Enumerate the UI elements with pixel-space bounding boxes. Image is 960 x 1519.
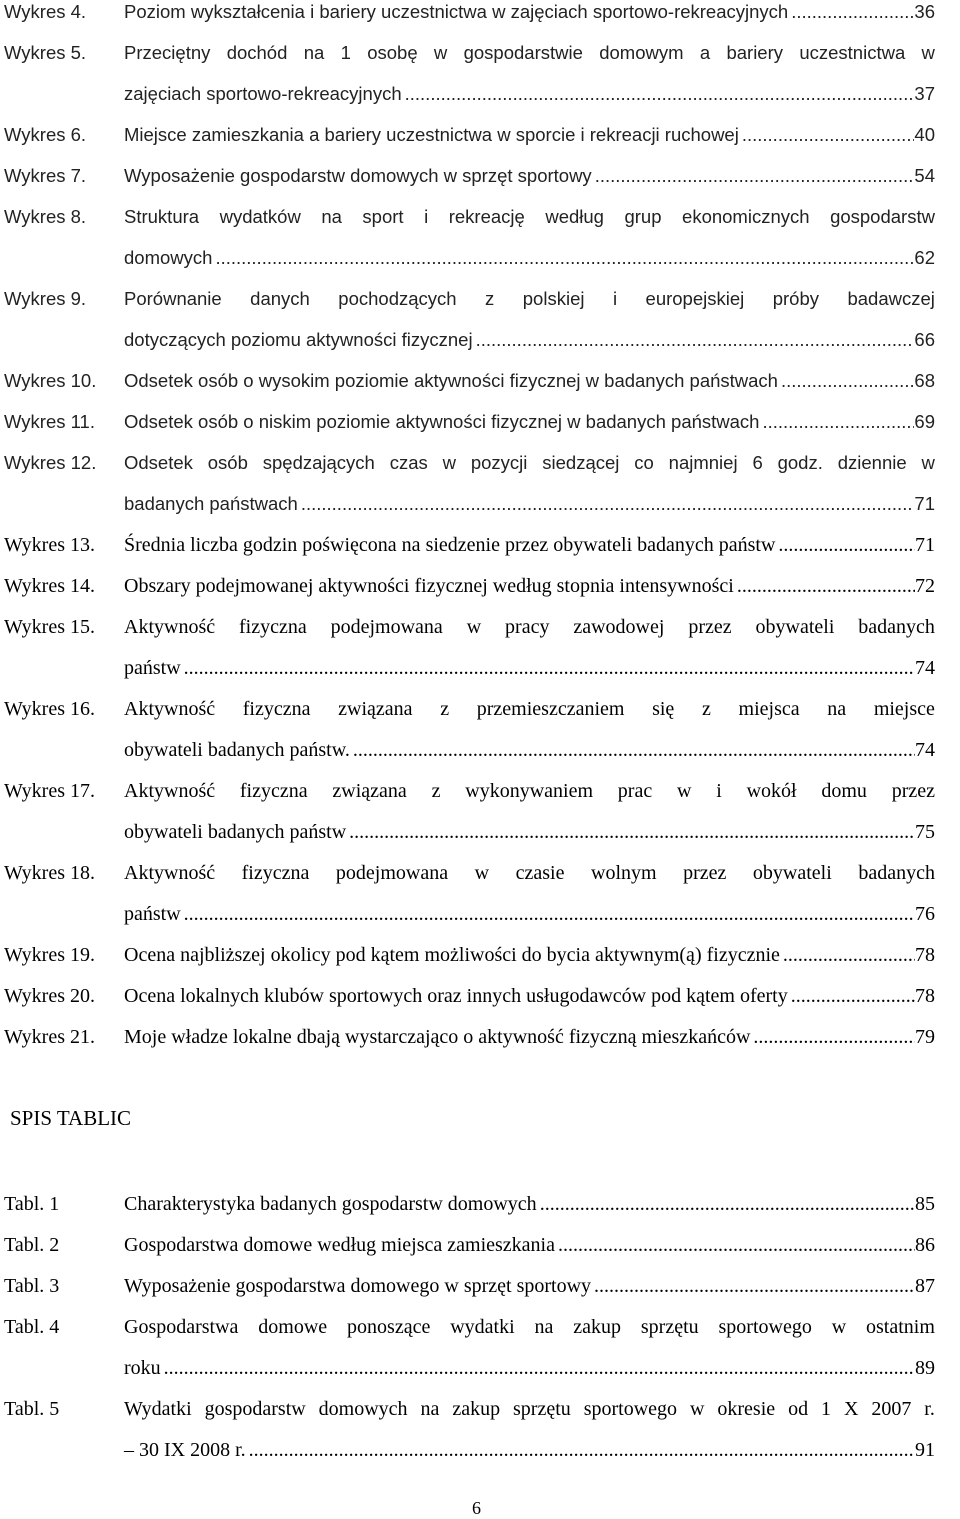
- leader-dots: [476, 328, 915, 352]
- entry-title-line: Aktywność fizyczna związana z wykonywaniem prac w i wokół domu przez: [124, 780, 935, 802]
- entry-title-line: [124, 1025, 935, 1049]
- page-reference: 89: [915, 1357, 935, 1379]
- entry-title-line: [124, 0, 935, 24]
- entry-title-line: Struktura wydatków na sport i rekreację według grup ekonomicznych gospodarstw: [124, 206, 935, 227]
- entry-title-line: [124, 123, 935, 147]
- entry-title-line: [124, 1233, 935, 1257]
- entry-title: państw: [124, 903, 181, 925]
- page-reference: 40: [914, 124, 935, 145]
- entry-title: państw: [124, 657, 181, 679]
- entry-number: Wykres 8.: [4, 206, 87, 227]
- page-reference: 54: [914, 165, 935, 186]
- page-reference: 69: [914, 411, 935, 432]
- entry-title-line: [124, 1438, 935, 1462]
- entry-number: Wykres 15.: [4, 616, 95, 638]
- entry-number: Wykres 14.: [4, 575, 95, 597]
- entry-title: obywateli badanych państw: [124, 821, 347, 843]
- leader-dots: [215, 246, 914, 270]
- leader-dots: [540, 1192, 915, 1216]
- entry-title-line: [124, 410, 935, 434]
- entry-number: Wykres 7.: [4, 165, 87, 186]
- entry-number: Wykres 13.: [4, 534, 95, 556]
- page-reference: 62: [914, 247, 935, 268]
- entry-title-line: [124, 1274, 935, 1298]
- leader-dots: [737, 574, 915, 598]
- entry-number: Wykres 4.: [4, 1, 87, 22]
- entry-title-line: [124, 738, 935, 762]
- entry-number: Wykres 17.: [4, 780, 95, 802]
- entry-title: Charakterystyka badanych gospodarstw domowych: [124, 1193, 537, 1215]
- entry-title-line: [124, 1356, 935, 1380]
- entry-number: Wykres 10.: [4, 370, 97, 391]
- entry-title-line: [124, 369, 935, 393]
- entry-title-line: [124, 820, 935, 844]
- entry-title-line: [124, 328, 935, 352]
- leader-dots: [164, 1356, 915, 1380]
- entry-number: Tabl. 5: [4, 1398, 60, 1420]
- leader-dots: [349, 820, 915, 844]
- entry-number: Wykres 12.: [4, 452, 97, 473]
- leader-dots: [781, 369, 914, 393]
- entry-title: roku: [124, 1357, 161, 1379]
- entry-title-line: Przeciętny dochód na 1 osobę w gospodarstwie domowym a bariery uczestnictwa w: [124, 42, 935, 63]
- entry-number: Wykres 9.: [4, 288, 87, 309]
- entry-title-line: [124, 1192, 935, 1216]
- page-reference: 91: [915, 1439, 935, 1461]
- entry-number: Wykres 21.: [4, 1026, 95, 1048]
- leader-dots: [778, 533, 915, 557]
- page-reference: 75: [915, 821, 935, 843]
- entry-title-line: [124, 492, 935, 516]
- entry-number: Tabl. 4: [4, 1316, 60, 1338]
- entry-title-line: [124, 574, 935, 598]
- entry-title-line: Aktywność fizyczna podejmowana w czasie wolnym przez obywateli badanych: [124, 862, 935, 884]
- leader-dots: [301, 492, 915, 516]
- entry-title-line: Aktywność fizyczna podejmowana w pracy zawodowej przez obywateli badanych: [124, 616, 935, 638]
- page-reference: 74: [915, 739, 935, 761]
- entry-title: Ocena najbliższej okolicy pod kątem możliwości do bycia aktywnym(ą) fizycznie: [124, 944, 780, 966]
- entry-title: dotyczących poziomu aktywności fizycznej: [124, 329, 473, 350]
- entry-title: Wyposażenie gospodarstw domowych w sprzęt sportowy: [124, 165, 592, 186]
- entry-title-line: Wydatki gospodarstw domowych na zakup sprzętu sportowego w okresie od 1 X 2007 r.: [124, 1398, 935, 1420]
- entry-title: zajęciach sportowo-rekreacyjnych: [124, 83, 402, 104]
- entry-title: obywateli badanych państw.: [124, 739, 350, 761]
- entry-title-line: [124, 533, 935, 557]
- entry-number: Tabl. 1: [4, 1193, 60, 1215]
- entry-title: Moje władze lokalne dbają wystarczająco o aktywność fizyczną mieszkańców: [124, 1026, 751, 1048]
- entry-number: Wykres 16.: [4, 698, 95, 720]
- leader-dots: [753, 1025, 915, 1049]
- entry-title-line: [124, 902, 935, 926]
- page-reference: 72: [915, 575, 935, 597]
- leader-dots: [791, 984, 915, 1008]
- page-reference: 71: [915, 534, 935, 556]
- entry-title-line: Aktywność fizyczna związana z przemieszczaniem się z miejsca na miejsce: [124, 698, 935, 720]
- entry-number: Tabl. 2: [4, 1234, 60, 1256]
- leader-dots: [783, 943, 915, 967]
- page-reference: 36: [914, 1, 935, 22]
- entry-title: Obszary podejmowanej aktywności fizycznej według stopnia intensywności: [124, 575, 734, 597]
- leader-dots: [742, 123, 915, 147]
- page-reference: 79: [915, 1026, 935, 1048]
- page-reference: 86: [915, 1234, 935, 1256]
- entry-title: Odsetek osób o wysokim poziomie aktywności fizycznej w badanych państwach: [124, 370, 778, 391]
- page-reference: 37: [914, 83, 935, 104]
- entry-title-line: [124, 246, 935, 270]
- leader-dots: [353, 738, 915, 762]
- leader-dots: [595, 164, 915, 188]
- entry-title: Odsetek osób o niskim poziomie aktywności fizycznej w badanych państwach: [124, 411, 760, 432]
- entry-title: Poziom wykształcenia i bariery uczestnictwa w zajęciach sportowo-rekreacyjnych: [124, 1, 789, 22]
- entry-title-line: Gospodarstwa domowe ponoszące wydatki na zakup sprzętu sportowego w ostatnim: [124, 1316, 935, 1338]
- tables-list-heading: SPIS TABLIC: [10, 1106, 132, 1130]
- entry-title-line: Porównanie danych pochodzących z polskiej i europejskiej próby badawczej: [124, 288, 935, 309]
- entry-title: Wyposażenie gospodarstwa domowego w sprzęt sportowy: [124, 1275, 592, 1297]
- entry-number: Wykres 20.: [4, 985, 95, 1007]
- leader-dots: [249, 1438, 915, 1462]
- entry-title-line: [124, 656, 935, 680]
- entry-number: Wykres 6.: [4, 124, 87, 145]
- leader-dots: [791, 0, 914, 24]
- leader-dots: [762, 410, 914, 434]
- entry-title: Miejsce zamieszkania a bariery uczestnictwa w sporcie i rekreacji ruchowej: [124, 124, 739, 145]
- entry-number: Tabl. 3: [4, 1275, 60, 1297]
- leader-dots: [558, 1233, 915, 1257]
- page-reference: 78: [915, 944, 935, 966]
- leader-dots: [184, 902, 915, 926]
- page-reference: 87: [915, 1275, 935, 1297]
- leader-dots: [594, 1274, 915, 1298]
- entry-number: Wykres 5.: [4, 42, 87, 63]
- entry-title-line: [124, 82, 935, 106]
- page-number: 6: [472, 1498, 481, 1518]
- page-reference: 66: [914, 329, 935, 350]
- page-reference: 85: [915, 1193, 935, 1215]
- page-reference: 68: [914, 370, 935, 391]
- page-reference: 78: [915, 985, 935, 1007]
- entry-title: badanych państwach: [124, 493, 298, 514]
- entry-title-line: [124, 984, 935, 1008]
- entry-number: Wykres 19.: [4, 944, 95, 966]
- entry-number: Wykres 18.: [4, 862, 95, 884]
- entry-title: Średnia liczba godzin poświęcona na siedzenie przez obywateli badanych państw: [124, 534, 776, 556]
- leader-dots: [405, 82, 915, 106]
- entry-title: Ocena lokalnych klubów sportowych oraz innych usługodawców pod kątem oferty: [124, 985, 788, 1007]
- leader-dots: [184, 656, 915, 680]
- entry-title-line: [124, 943, 935, 967]
- entry-title-line: Odsetek osób spędzających czas w pozycji siedzącej co najmniej 6 godz. dziennie w: [124, 452, 935, 473]
- page-reference: 71: [914, 493, 935, 514]
- page-reference: 76: [915, 903, 935, 925]
- entry-title: domowych: [124, 247, 213, 268]
- entry-title-line: [124, 164, 935, 188]
- entry-title: Gospodarstwa domowe według miejsca zamieszkania: [124, 1234, 555, 1256]
- page-reference: 74: [915, 657, 935, 679]
- entry-number: Wykres 11.: [4, 411, 95, 432]
- entry-title: – 30 IX 2008 r.: [124, 1439, 246, 1461]
